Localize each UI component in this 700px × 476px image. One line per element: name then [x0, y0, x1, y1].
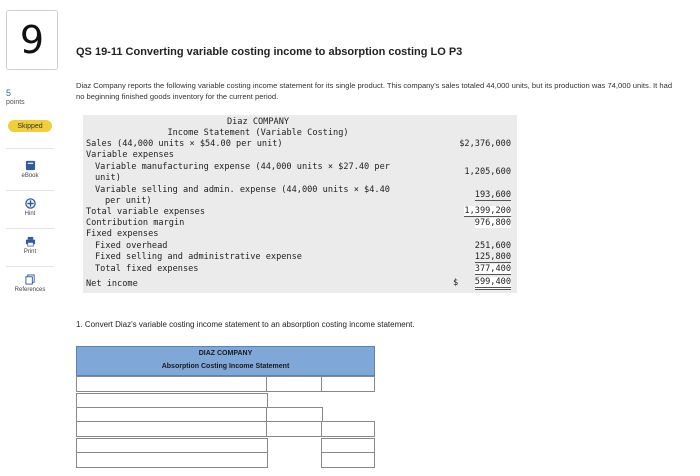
question-number: 9 [6, 10, 58, 70]
total-fixed-label: Total fixed expenses [95, 264, 199, 274]
statement-subtitle: Income Statement (Variable Costing) [167, 128, 349, 138]
ebook-label: eBook [21, 173, 39, 179]
answer-label-input[interactable] [76, 452, 268, 468]
fixed-overhead-label: Fixed overhead [95, 241, 168, 251]
status-badge: Skipped [8, 120, 52, 132]
fixed-sga-label: Fixed selling and administrative expense [95, 252, 302, 262]
print-label: Print [23, 249, 37, 255]
references-icon [25, 274, 36, 285]
contribution-amount: 976,800 [474, 218, 511, 228]
question-intro: Diaz Company reports the following variable costing income statement for its single product. This company's sales totaled 44,000 units, but its production was 74,000 units. It had no beginning finished goods inventory for the current period. [76, 81, 673, 101]
references-label: References [14, 287, 46, 293]
book-icon [25, 160, 36, 171]
answer-table-subtitle: Absorption Costing Income Statement [161, 363, 290, 370]
points-value: 5 [6, 88, 12, 98]
task-prompt: 1. Convert Diaz's variable costing income statement to an absorption costing income statement. [76, 320, 415, 329]
var-mfg-label-2: unit) [95, 173, 121, 183]
divider [6, 266, 54, 267]
answer-total-input[interactable] [321, 452, 375, 468]
question-title: QS 19-11 Converting variable costing income to absorption costing LO P3 [76, 46, 463, 58]
points-label: points [6, 99, 25, 106]
fixed-sga-amount: 125,800 [474, 252, 511, 262]
fixed-expenses-label: Fixed expenses [86, 229, 159, 239]
variable-expenses-label: Variable expenses [86, 150, 174, 160]
answer-total-input[interactable] [321, 421, 375, 437]
answer-label-input[interactable] [76, 376, 268, 392]
net-income-amount: 599,400 [475, 277, 511, 290]
answer-table-company: DIAZ COMPANY [198, 350, 253, 357]
sales-label: Sales (44,000 units × $54.00 per unit) [86, 139, 283, 149]
total-variable-amount: 1,399,200 [464, 206, 511, 216]
print-button[interactable] [6, 236, 54, 255]
total-variable-label: Total variable expenses [86, 207, 205, 217]
answer-label-input[interactable] [76, 421, 268, 437]
var-mfg-amount: 1,205,600 [464, 167, 511, 177]
left-sidebar [0, 0, 60, 476]
sales-amount: $2,376,000 [459, 139, 511, 149]
net-income-currency: $ [453, 278, 459, 288]
divider [6, 148, 54, 149]
var-sga-amount: 193,600 [474, 190, 511, 200]
printer-icon [25, 236, 36, 247]
divider [6, 228, 54, 229]
answer-amount-input[interactable] [266, 421, 323, 437]
total-fixed-amount: 377,400 [474, 264, 511, 274]
var-sga-label-2: per unit) [105, 196, 152, 206]
hint-icon [25, 198, 36, 209]
divider [6, 190, 54, 191]
hint-button[interactable] [6, 198, 54, 217]
answer-total-input[interactable] [321, 376, 375, 392]
fixed-overhead-amount: 251,600 [474, 241, 511, 251]
references-button[interactable] [6, 274, 54, 293]
net-income-label: Net income [86, 279, 138, 289]
var-sga-label-1: Variable selling and admin. expense (44,000 units × $4.40 [95, 185, 390, 195]
hint-label: Hint [24, 211, 36, 217]
absorption-costing-answer-table [76, 346, 375, 376]
statement-company: Diaz COMPANY [226, 117, 290, 127]
var-mfg-label-1: Variable manufacturing expense (44,000 units × $27.40 per [95, 162, 390, 172]
ebook-button[interactable] [6, 160, 54, 179]
contribution-label: Contribution margin [86, 218, 185, 228]
variable-costing-statement [83, 115, 517, 293]
answer-amount-input[interactable] [266, 376, 323, 392]
answer-table-header [76, 346, 375, 376]
